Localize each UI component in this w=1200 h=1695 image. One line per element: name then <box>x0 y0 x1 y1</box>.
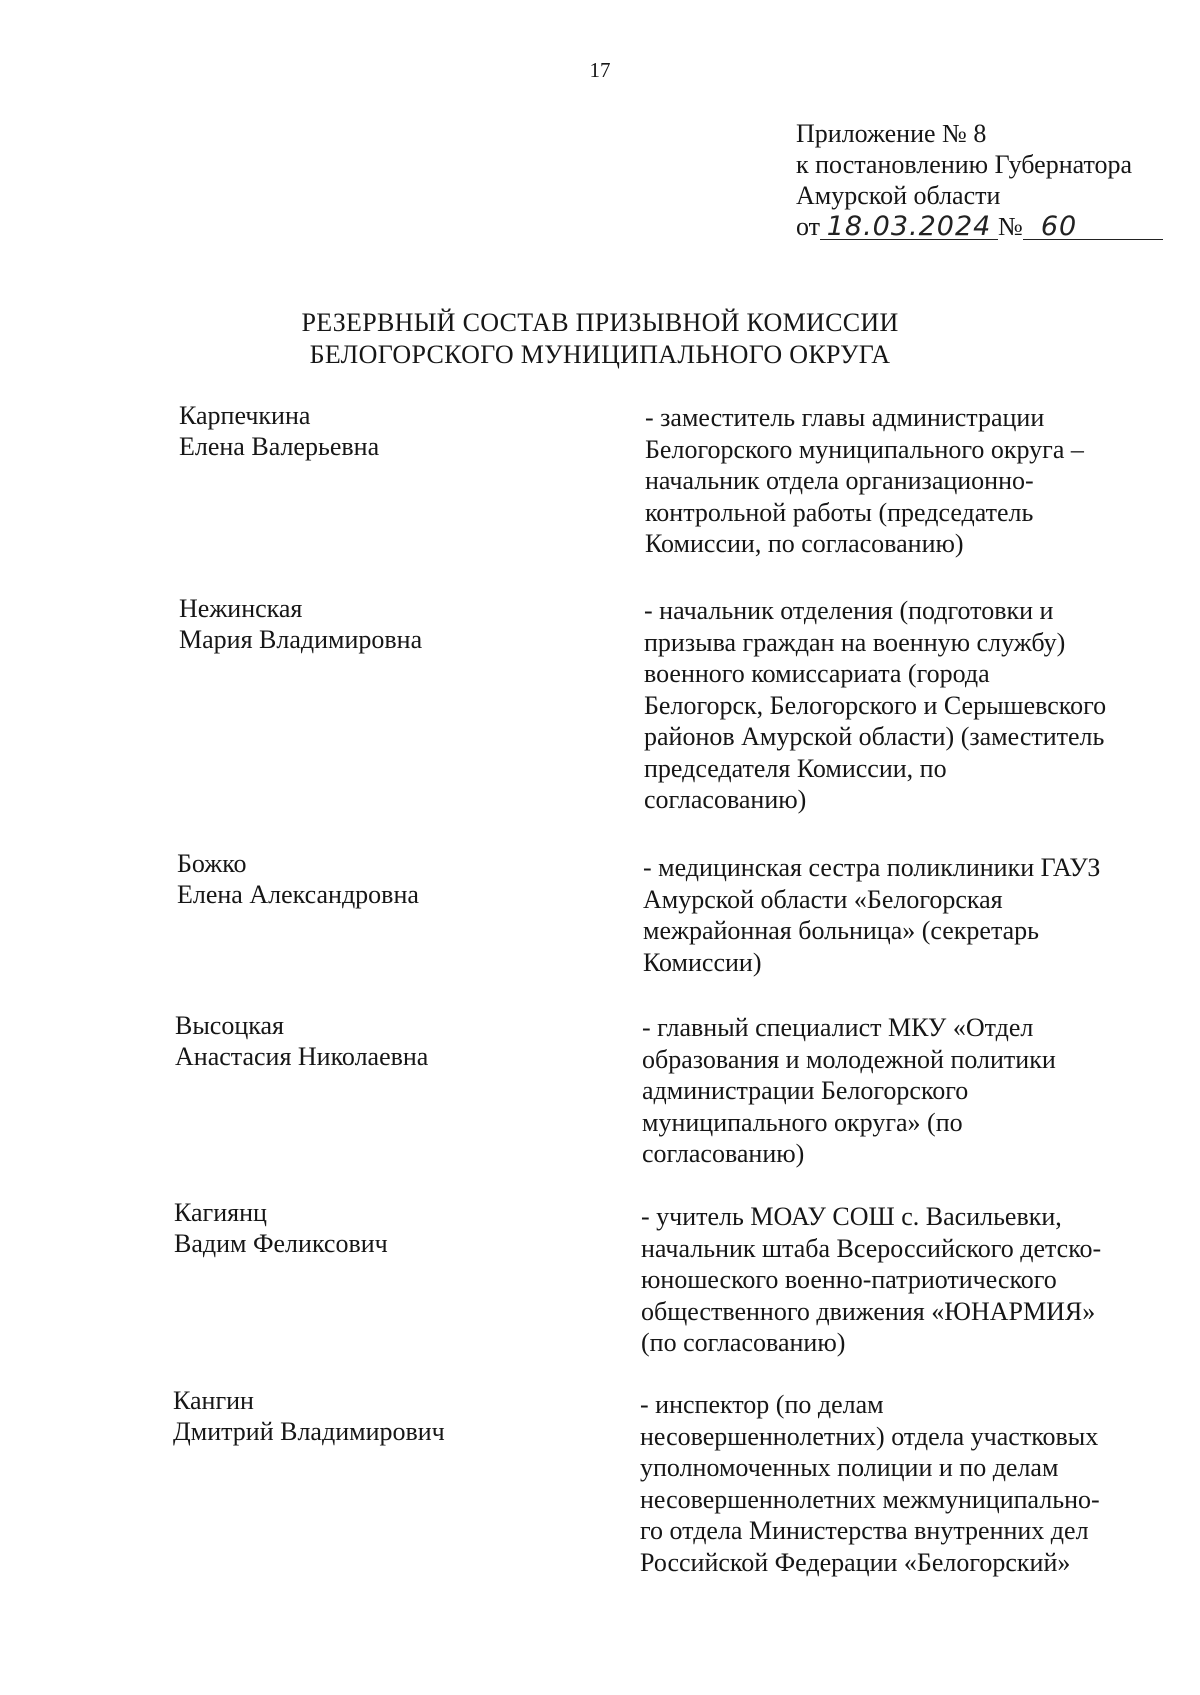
title-line-1: РЕЗЕРВНЫЙ СОСТАВ ПРИЗЫВНОЙ КОМИССИИ <box>301 308 899 337</box>
role-line: Амурской области «Белогорская <box>643 884 1003 914</box>
appendix-title: Приложение № 8 <box>796 119 987 148</box>
member-surname: Кангин <box>173 1386 254 1415</box>
role-line: начальник отдела организационно- <box>645 466 1034 495</box>
member-given-names: Анастасия Николаевна <box>175 1042 429 1071</box>
member-role <box>645 402 1145 560</box>
role-line: общественного движения «ЮНАРМИЯ» <box>641 1296 1096 1326</box>
member-name <box>179 593 422 655</box>
member-role <box>644 595 1144 816</box>
member-role <box>640 1389 1140 1578</box>
role-line: Комиссии) <box>643 947 762 977</box>
member-name <box>179 400 379 462</box>
role-line: - заместитель главы администрации <box>645 403 1045 432</box>
member-role <box>643 852 1143 978</box>
role-line: районов Амурской области) (заместитель <box>644 722 1105 751</box>
appendix-block <box>796 118 1163 242</box>
member-role <box>642 1012 1142 1170</box>
number-field <box>1023 211 1163 242</box>
role-line: администрации Белогорского <box>642 1076 969 1105</box>
date-prefix: от <box>796 212 821 241</box>
number-handwritten: 60 <box>1040 211 1078 242</box>
role-line: го отдела Министерства внутренних дел <box>640 1516 1089 1545</box>
role-line: военного комиссариата (города <box>644 659 990 688</box>
member-surname: Кагиянц <box>174 1198 267 1227</box>
page-number: 17 <box>589 58 611 82</box>
role-line: Российской Федерации «Белогорский» <box>640 1547 1071 1577</box>
role-line: несовершеннолетних) отдела участковых <box>640 1421 1099 1451</box>
role-line: - медицинская сестра поликлиники ГАУЗ <box>643 853 1101 882</box>
member-given-names: Мария Владимировна <box>179 625 423 654</box>
member-given-names: Вадим Феликсович <box>174 1229 388 1258</box>
date-handwritten: 18.03.2024 <box>826 211 992 242</box>
member-surname: Высоцкая <box>175 1011 285 1040</box>
role-line: - учитель МОАУ СОШ с. Васильевки, <box>641 1202 1062 1231</box>
member-name <box>174 1197 388 1259</box>
appendix-region: Амурской области <box>796 181 1001 210</box>
role-line: - начальник отделения (подготовки и <box>644 596 1054 625</box>
role-line: Комиссии, по согласованию) <box>645 529 964 558</box>
role-line: контрольной работы (председатель <box>645 497 1034 527</box>
role-line: согласованию) <box>642 1139 805 1168</box>
role-line: образования и молодежной политики <box>642 1044 1056 1074</box>
role-line: межрайонная больница» (секретарь <box>643 916 1040 945</box>
member-name <box>177 848 419 910</box>
role-line: несовершеннолетних межмуниципально- <box>640 1484 1100 1514</box>
member-given-names: Елена Валерьевна <box>179 432 380 461</box>
role-line: уполномоченных полиции и по делам <box>640 1453 1059 1482</box>
date-field <box>820 211 998 242</box>
number-sign: № <box>998 212 1023 241</box>
member-role <box>641 1201 1141 1359</box>
title-line-2: БЕЛОГОРСКОГО МУНИЦИПАЛЬНОГО ОКРУГА <box>309 340 891 369</box>
appendix-date-number-line <box>796 211 1163 242</box>
role-line: - главный специалист МКУ «Отдел <box>642 1013 1034 1042</box>
role-line: согласованию) <box>644 785 807 814</box>
member-name <box>173 1385 445 1447</box>
member-surname: Карпечкина <box>179 401 311 430</box>
role-line: председателя Комиссии, по <box>644 753 947 783</box>
role-line: (по согласованию) <box>641 1328 846 1357</box>
role-line: Белогорск, Белогорского и Серышевского <box>644 690 1107 720</box>
member-surname: Божко <box>177 849 247 878</box>
member-given-names: Дмитрий Владимирович <box>173 1417 445 1446</box>
role-line: юношеского военно-патриотического <box>641 1265 1057 1294</box>
role-line: - инспектор (по делам <box>640 1390 884 1419</box>
role-line: призыва граждан на военную службу) <box>644 627 1066 657</box>
document-title <box>0 307 1200 371</box>
role-line: муниципального округа» (по <box>642 1107 963 1137</box>
member-given-names: Елена Александровна <box>177 880 419 909</box>
appendix-reference: к постановлению Губернатора <box>796 150 1133 179</box>
role-line: начальник штаба Всероссийского детско- <box>641 1233 1102 1263</box>
member-name <box>175 1010 428 1072</box>
member-surname: Нежинская <box>179 594 303 623</box>
role-line: Белогорского муниципального округа – <box>645 434 1084 464</box>
